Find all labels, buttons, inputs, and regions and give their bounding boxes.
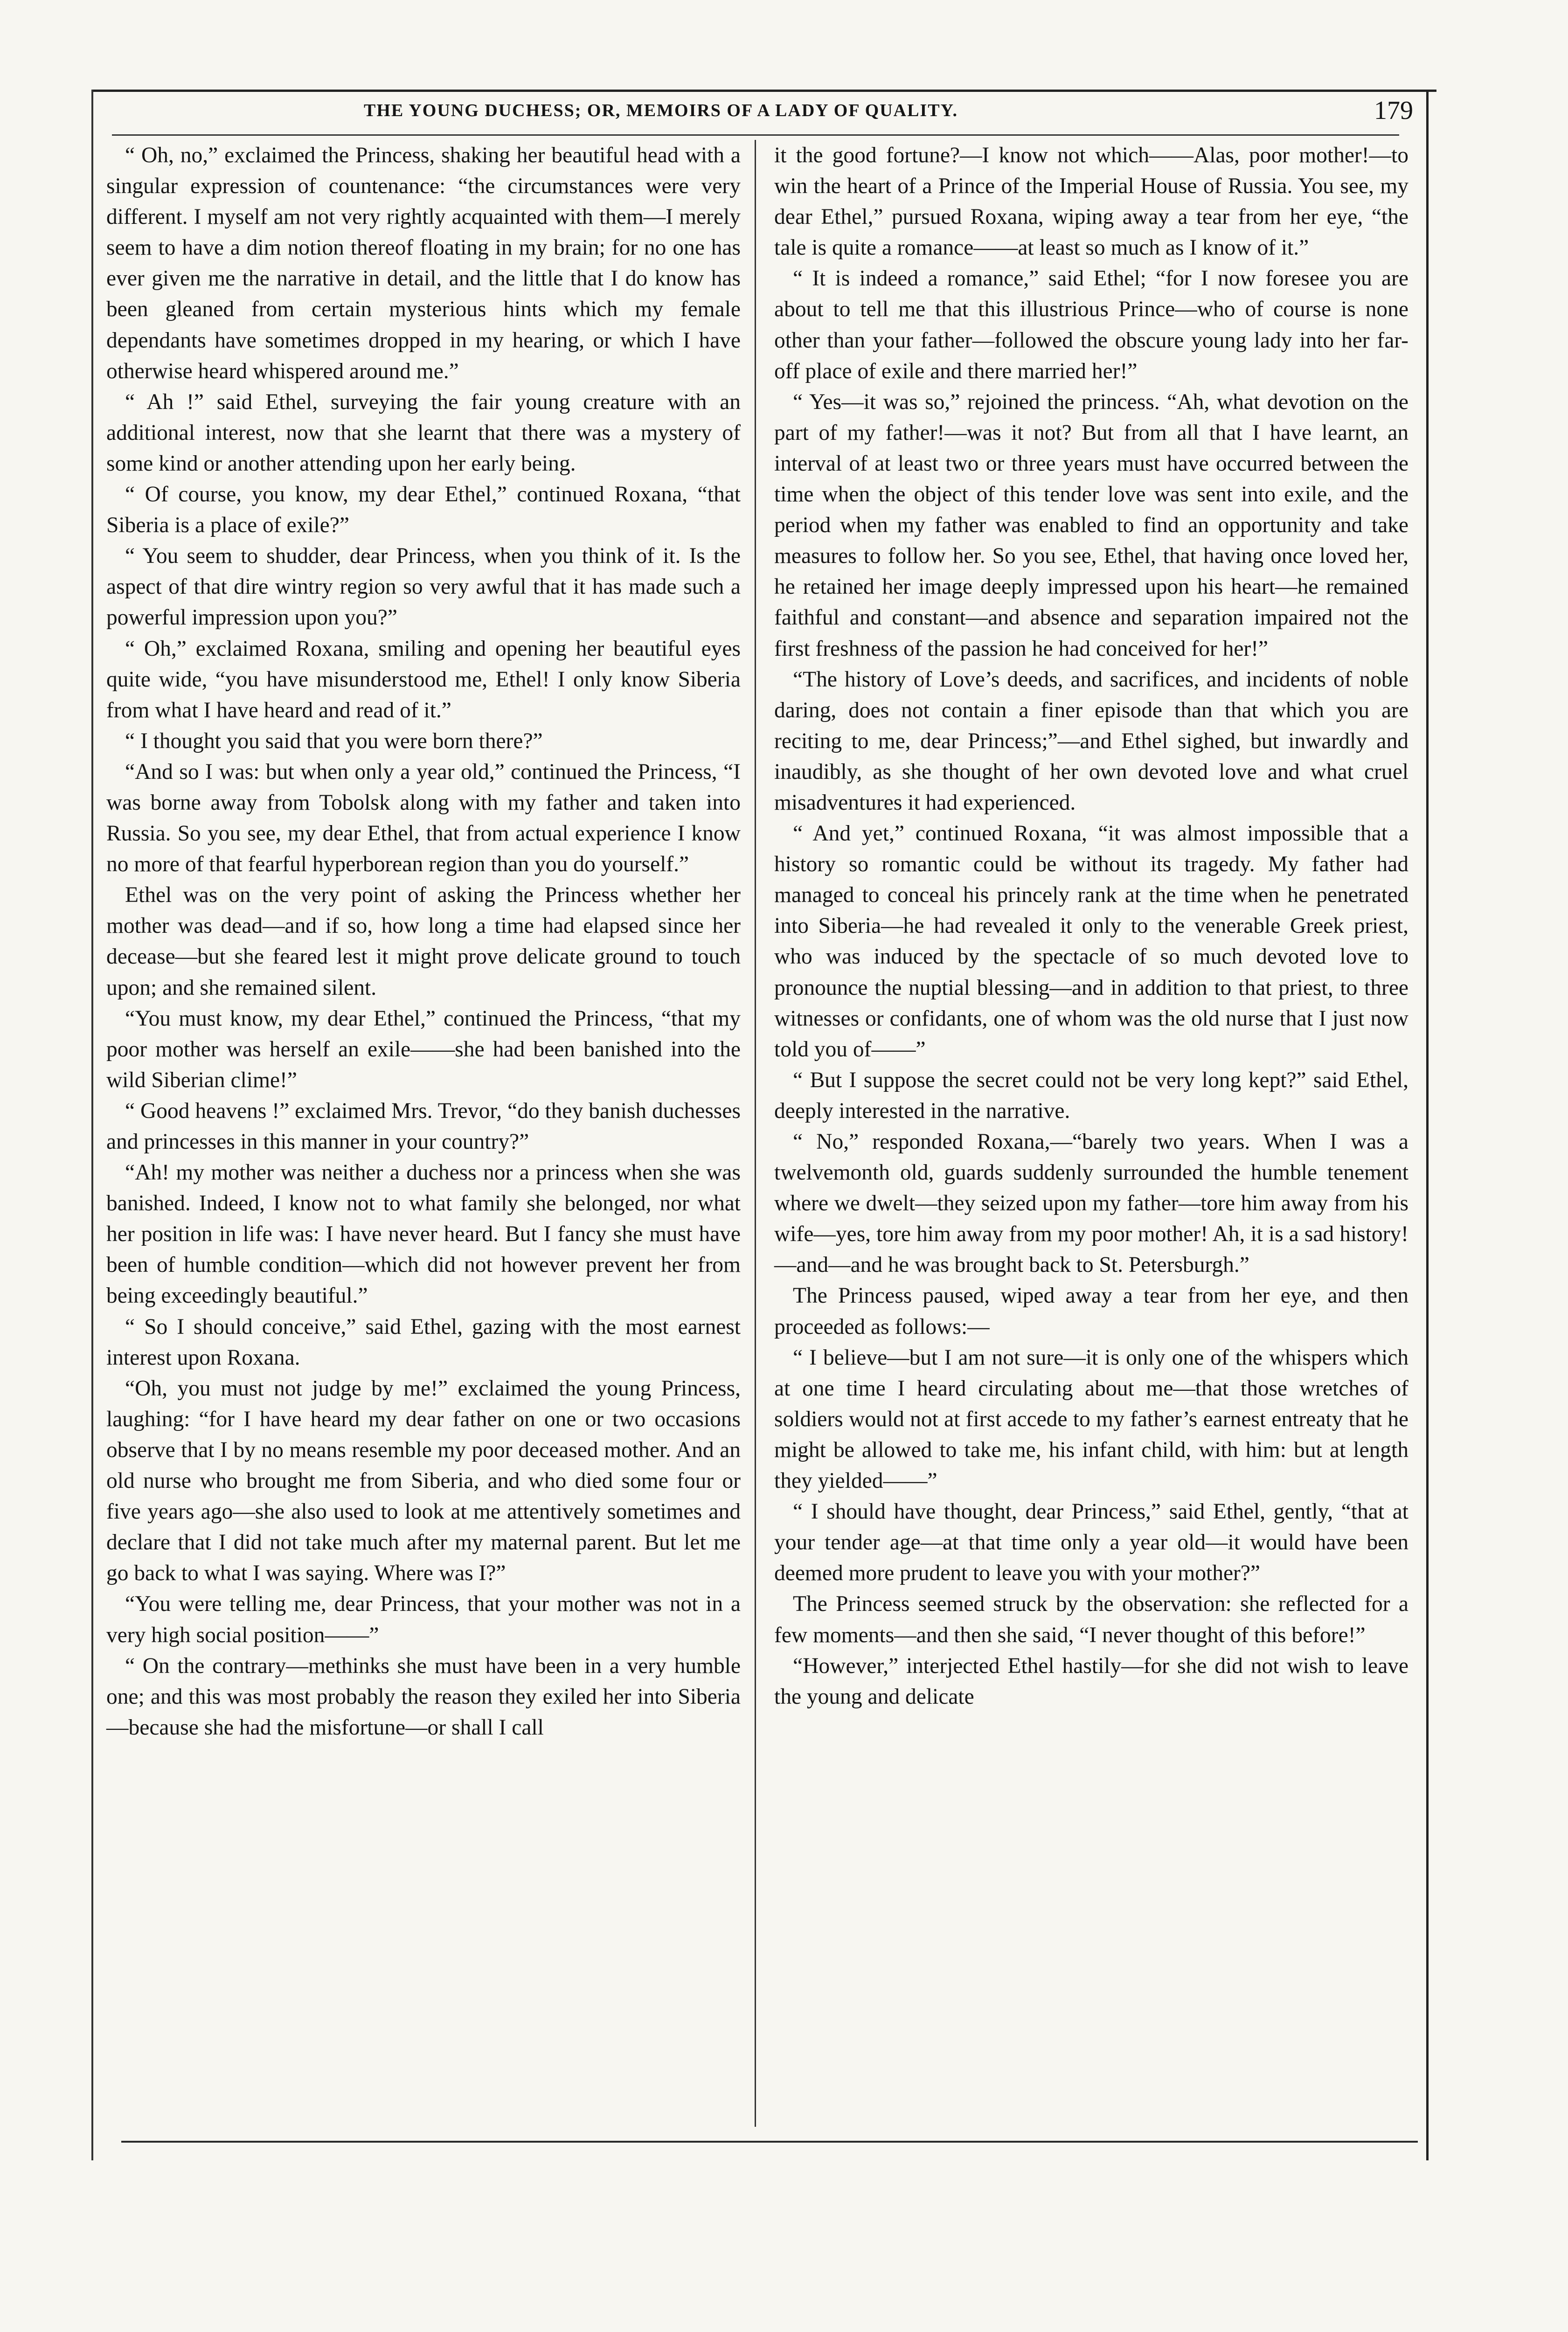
page-frame-left <box>91 90 93 2160</box>
paragraph: “ So I should conceive,” said Ethel, gazing with the most earnest interest upon Roxana. <box>106 1314 741 1370</box>
header-rule <box>112 134 1399 136</box>
paragraph: “ Ah !” said Ethel, surveying the fair young creature with an additional interest, now that she learnt that there was a mystery of some kind or another attending upon her early being. <box>106 389 741 476</box>
paragraph: “ It is indeed a romance,” said Ethel; “for I now foresee you are about to tell me that this illustrious Prince—who of course is none other than your father—followed the obscure young lady into her far-off place of exile and there married her!” <box>774 266 1408 383</box>
paragraph: “ I should have thought, dear Princess,” said Ethel, gently, “that at your tender age—at that time only a year old—it would have been deemed more prudent to leave you with your mother?” <box>774 1499 1408 1586</box>
running-header <box>93 96 1422 133</box>
paragraph: The Princess seemed struck by the observation: she reflected for a few moments—and then she said, “I never thought of this before!” <box>774 1592 1408 1647</box>
paragraph: “Ah! my mother was neither a duchess nor a princess when she was banished. Indeed, I know not to what family she belonged, nor what her position in life was: I have never heard. But I fancy she must have been of humble condition—which did not however prevent her from being exceedingly beautiful.” <box>106 1160 741 1308</box>
paragraph: “You were telling me, dear Princess, that your mother was not in a very high social position——” <box>106 1592 741 1647</box>
running-title: THE YOUNG DUCHESS; OR, MEMOIRS OF A LADY OF QUALITY. <box>364 101 958 120</box>
paragraph: “And so I was: but when only a year old,” continued the Princess, “I was borne away from Tobolsk along with my father and taken into Russia. So you see, my dear Ethel, that from actual experience I know no more of that fearful hyperborean region than you do yourself.” <box>106 759 741 877</box>
paragraph: “However,” interjected Ethel hastily—for she did not wish to leave the young and delicate <box>774 1653 1408 1709</box>
paragraph: “ And yet,” continued Roxana, “it was almost impossible that a history so romantic could be without its tragedy. My father had managed to conceal his princely rank at the time when he penetrated into Siberia—he had revealed it only to the venerable Greek priest, who was induced by the spectacle of so much devoted love to pronounce the nuptial blessing—and in addition to that priest, to three witnesses or confidants, one of whom was the old nurse that I just now told you of——” <box>774 821 1408 1062</box>
paragraph: “ No,” responded Roxana,—“barely two years. When I was a twelvemonth old, guards suddenly surrounded the humble tenement where we dwelt—they seized upon my father—tore him away from his wife—yes, tore him away from my poor mother! Ah, it is a sad history!—and—and he was brought back to St. Petersburgh.” <box>774 1130 1408 1277</box>
paragraph: “ On the contrary—methinks she must have been in a very humble one; and this was most probably the reason they exiled her into Siberia—because she had the misfortune—or shall I call <box>106 1653 741 1740</box>
column-divider <box>755 140 756 2127</box>
paragraph: it the good fortune?—I know not which——Alas, poor mother!—to win the heart of a Prince of the Imperial House of Russia. You see, my dear Ethel,” pursued Roxana, wiping away a tear from her eye, “the tale is quite a romance——at least so much as I know of it.” <box>774 143 1408 260</box>
paragraph: “You must know, my dear Ethel,” continued the Princess, “that my poor mother was herself an exile——she had been banished into the wild Siberian clime!” <box>106 1006 741 1092</box>
paragraph: “ But I suppose the secret could not be very long kept?” said Ethel, deeply interested in the narrative. <box>774 1068 1408 1123</box>
paragraph: “ I believe—but I am not sure—it is only one of the whispers which at one time I heard circulating about me—that those wretches of soldiers would not at first accede to my father’s earnest entreaty that he might be allowed to take me, his infant child, with him: but at length they yielded——” <box>774 1345 1408 1493</box>
paragraph: “ Oh,” exclaimed Roxana, smiling and opening her beautiful eyes quite wide, “you have misunderstood me, Ethel! I only know Siberia from what I have heard and read of it.” <box>106 636 741 722</box>
paragraph: Ethel was on the very point of asking the Princess whether her mother was dead—and if so, how long a time had elapsed since her decease—but she feared lest it might prove delicate ground to touch upon; and she remained silent. <box>106 883 741 1000</box>
footer-rule <box>121 2141 1418 2143</box>
left-column <box>106 140 741 1743</box>
page-number: 179 <box>1374 96 1413 125</box>
paragraph: The Princess paused, wiped away a tear from her eye, and then proceeded as follows:— <box>774 1284 1408 1339</box>
paragraph: “ Oh, no,” exclaimed the Princess, shaking her beautiful head with a singular expression of countenance: “the circumstances were very different. I myself am not very rightly acquainted with them—I merely seem to have a dim notion thereof floating in my brain; for no one has ever given me the narrative in detail, and the little that I do know has been gleaned from certain mysterious hints which my female dependants have sometimes dropped in my hearing, or which I have otherwise heard whispered around me.” <box>106 143 741 383</box>
paragraph: “ You seem to shudder, dear Princess, when you think of it. Is the aspect of that dire wintry region so very awful that it has made such a powerful impression upon you?” <box>106 544 741 630</box>
page-frame-top <box>93 90 1436 92</box>
paragraph: “The history of Love’s deeds, and sacrifices, and incidents of noble daring, does not contain a finer episode than that which you are reciting to me, dear Princess;”—and Ethel sighed, but inwardly and inaudibly, as she thought of her own devoted love and what cruel misadventures it had experienced. <box>774 667 1408 815</box>
paragraph: “ Of course, you know, my dear Ethel,” continued Roxana, “that Siberia is a place of exile?” <box>106 482 741 538</box>
paragraph: “Oh, you must not judge by me!” exclaimed the young Princess, laughing: “for I have heard my dear father on one or two occasions observe that I by no means resemble my poor deceased mother. And an old nurse who brought me from Siberia, and who died some four or five years ago—she also used to look at me attentively sometimes and declare that I did not take much after my maternal parent. But let me go back to what I was saying. Where was I?” <box>106 1376 741 1586</box>
paragraph: “ Yes—it was so,” rejoined the princess. “Ah, what devotion on the part of my father!—was it not? But from all that I have learnt, an interval of at least two or three years must have occurred between the time when the object of this tender love was sent into exile, and the period when my father was enabled to find an opportunity and take measures to follow her. So you see, Ethel, that having once loved her, he retained her image deeply impressed upon his heart—he remained faithful and constant—and absence and separation impaired not the first freshness of the passion he had conceived for her!” <box>774 389 1408 661</box>
right-column <box>774 140 1408 1712</box>
paragraph: “ Good heavens !” exclaimed Mrs. Trevor, “do they banish duchesses and princesses in this manner in your country?” <box>106 1098 741 1154</box>
paragraph: “ I thought you said that you were born there?” <box>125 729 543 753</box>
page-frame-right <box>1426 90 1429 2160</box>
